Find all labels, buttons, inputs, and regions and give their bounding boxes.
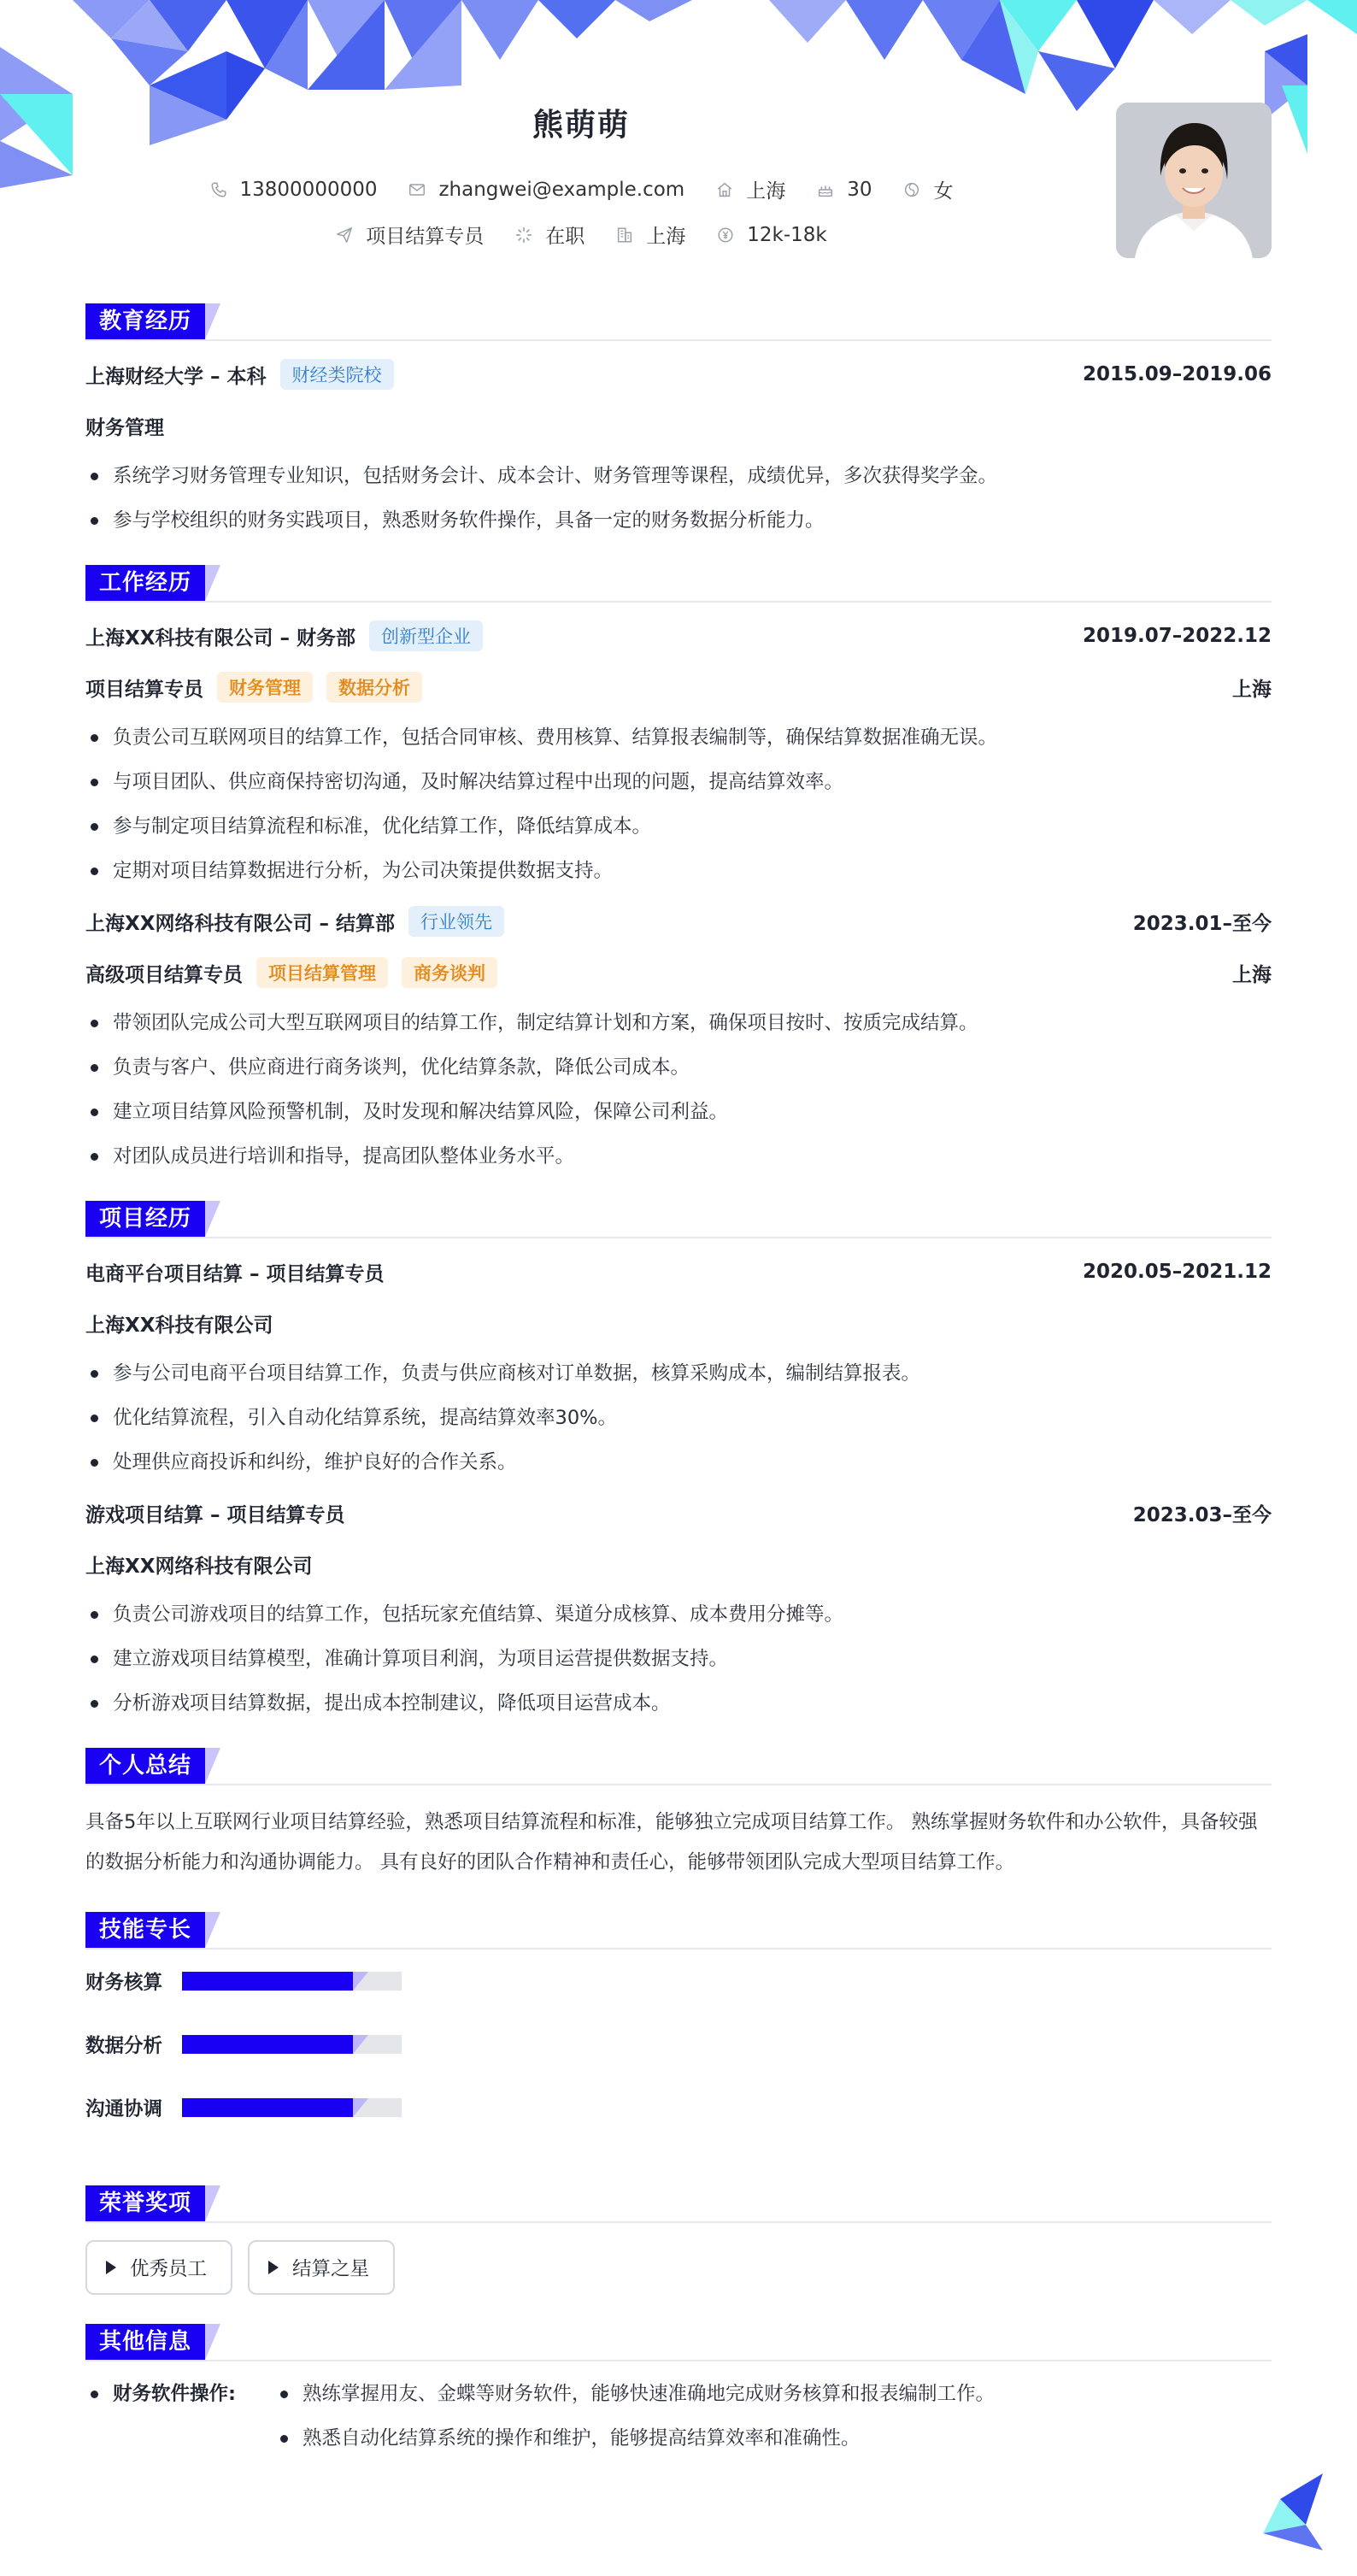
skill-name: 数据分析 — [85, 2035, 163, 2057]
company-tag: 创新型企业 — [369, 620, 483, 651]
list-item: 参与公司电商平台项目结算工作，负责与供应商核对订单数据，核算采购成本，编制结算报表。 — [113, 1358, 1272, 1389]
entry-subheading — [85, 409, 1272, 442]
gender-text: 女 — [933, 180, 954, 203]
email-item — [408, 179, 684, 201]
salary-item — [716, 224, 826, 246]
education-entry — [85, 358, 1272, 536]
education-date: 2015.09–2019.06 — [1082, 363, 1272, 385]
section-header — [85, 2185, 1272, 2223]
work-city-item — [615, 221, 685, 249]
avatar — [1116, 103, 1272, 258]
award-label: 结算之星 — [292, 2258, 370, 2280]
entry-subheading — [85, 671, 1272, 703]
section-title-skills: 技能专长 — [85, 1912, 205, 1948]
portrait-image — [1116, 103, 1272, 258]
project-title: 电商平台项目结算 – 项目结算专员 — [85, 1262, 385, 1285]
loading-icon — [514, 226, 533, 244]
other-section — [85, 2324, 1272, 2467]
awards-list — [85, 2240, 1272, 2295]
other-info-row — [85, 2379, 1272, 2467]
entry-subheading — [85, 956, 1272, 989]
send-icon — [335, 226, 354, 244]
work-city: 上海 — [1232, 678, 1272, 701]
location-item — [715, 175, 785, 203]
skill-bar — [182, 1972, 402, 1991]
section-title-awards: 荣誉奖项 — [85, 2185, 205, 2221]
email-text: zhangwei@example.com — [438, 178, 685, 201]
list-item: 对团队成员进行培训和指导，提高团队整体业务水平。 — [113, 1141, 1272, 1172]
project-bullets — [85, 1599, 1272, 1719]
list-item: 处理供应商投诉和纠纷，维护良好的合作关系。 — [113, 1447, 1272, 1478]
salary-text: 12k-18k — [747, 223, 827, 246]
list-item: 建立游戏项目结算模型，准确计算项目利润，为项目运营提供数据支持。 — [113, 1644, 1272, 1674]
work-bullets — [85, 722, 1272, 886]
yen-coin-icon — [716, 226, 735, 244]
school-name: 上海财经大学 – 本科 — [85, 365, 267, 388]
role-tag: 财务管理 — [217, 672, 313, 703]
list-item: 参与制定项目结算流程和标准，优化结算工作，降低结算成本。 — [113, 811, 1272, 842]
phone-icon — [209, 180, 228, 199]
work-entry — [85, 905, 1272, 1172]
position-text: 项目结算专员 — [366, 226, 485, 248]
corner-decoration — [1263, 2473, 1331, 2550]
skills-section — [85, 1912, 1272, 2156]
age-item — [816, 179, 872, 201]
phone-item — [209, 179, 378, 201]
list-item: 熟练掌握用友、金蝶等财务软件，能够快速准确地完成财务核算和报表编制工作。 — [303, 2379, 995, 2409]
role-tag: 商务谈判 — [402, 957, 497, 988]
skill-item — [85, 1967, 688, 1996]
list-item: 参与学校组织的财务实践项目，熟悉财务软件操作，具备一定的财务数据分析能力。 — [113, 505, 1272, 536]
gender-icon — [902, 180, 921, 199]
project-company: 上海XX科技有限公司 — [85, 1314, 273, 1337]
section-title-work: 工作经历 — [85, 565, 205, 601]
award-badge — [85, 2240, 232, 2295]
work-bullets — [85, 1008, 1272, 1172]
company-name: 上海XX科技有限公司 – 财务部 — [85, 626, 355, 650]
work-city-text: 上海 — [646, 226, 686, 248]
work-date: 2019.07–2022.12 — [1082, 625, 1272, 647]
work-date: 2023.01–至今 — [1132, 912, 1272, 935]
project-date: 2020.05–2021.12 — [1082, 1261, 1272, 1283]
skill-name: 沟通协调 — [85, 2098, 163, 2120]
entry-heading — [85, 358, 1272, 391]
work-city: 上海 — [1232, 963, 1272, 986]
entry-subheading — [85, 1307, 1272, 1339]
list-item: 定期对项目结算数据进行分析，为公司决策提供数据支持。 — [113, 856, 1272, 886]
section-title-education: 教育经历 — [85, 303, 205, 339]
list-item: 与项目团队、供应商保持密切沟通，及时解决结算过程中出现的问题，提高结算效率。 — [113, 767, 1272, 797]
role-tag: 项目结算管理 — [256, 957, 388, 988]
role-name: 高级项目结算专员 — [85, 963, 243, 986]
section-title-projects: 项目经历 — [85, 1201, 205, 1237]
education-bullets — [85, 461, 1272, 536]
phone-text: 13800000000 — [239, 178, 378, 201]
section-header — [85, 303, 1272, 341]
role-tag: 数据分析 — [326, 672, 422, 703]
list-item: 负责公司游戏项目的结算工作，包括玩家充值结算、渠道分成核算、成本费用分摊等。 — [113, 1599, 1272, 1630]
other-bullets — [275, 2379, 995, 2467]
section-header — [85, 565, 1272, 603]
education-section — [85, 303, 1272, 536]
project-title: 游戏项目结算 – 项目结算专员 — [85, 1503, 345, 1526]
role-name: 项目结算专员 — [85, 678, 203, 701]
skill-item — [85, 2093, 688, 2122]
skill-bar — [182, 2098, 402, 2117]
other-label: 财务软件操作: — [85, 2379, 275, 2409]
entry-heading — [85, 905, 1272, 938]
building-icon — [615, 226, 634, 244]
play-triangle-icon — [106, 2261, 116, 2274]
cake-icon — [816, 180, 835, 199]
list-item: 建立项目结算风险预警机制，及时发现和解决结算风险，保障公司利益。 — [113, 1097, 1272, 1127]
list-item: 负责公司互联网项目的结算工作，包括合同审核、费用核算、结算报表编制等，确保结算数据准确无误。 — [113, 722, 1272, 753]
section-header — [85, 1912, 1272, 1950]
skill-fill — [182, 1972, 353, 1991]
company-tag: 行业领先 — [408, 906, 504, 937]
entry-heading — [85, 1256, 1272, 1288]
project-bullets — [85, 1358, 1272, 1478]
location-text: 上海 — [746, 180, 786, 203]
work-section — [85, 565, 1272, 1172]
entry-subheading — [85, 1548, 1272, 1580]
list-item: 负责与客户、供应商进行商务谈判，优化结算条款，降低公司成本。 — [113, 1052, 1272, 1083]
position-item — [335, 221, 484, 249]
gender-item — [902, 175, 953, 203]
candidate-name: 熊萌萌 — [532, 108, 630, 143]
list-item: 带领团队完成公司大型互联网项目的结算工作，制定结算计划和方案，确保项目按时、按质完成结算。 — [113, 1008, 1272, 1038]
list-item: 优化结算流程，引入自动化结算系统，提高结算效率30%。 — [113, 1403, 1272, 1433]
play-triangle-icon — [268, 2261, 279, 2274]
section-title-summary: 个人总结 — [85, 1748, 205, 1784]
age-text: 30 — [847, 178, 872, 201]
award-badge — [248, 2240, 395, 2295]
summary-text: 具备5年以上互联网行业项目结算经验，熟悉项目结算流程和标准，能够独立完成项目结算工作。 熟练掌握财务软件和办公软件，具备较强的数据分析能力和沟通协调能力。 具有良好的团队合作精神和责任心，能够带领团队完成大型项目结算工作。 — [85, 1811, 1258, 1873]
list-item: 分析游戏项目结算数据，提出成本控制建议，降低项目运营成本。 — [113, 1688, 1272, 1719]
project-company: 上海XX网络科技有限公司 — [85, 1555, 313, 1578]
mail-icon — [408, 180, 426, 199]
section-header — [85, 2324, 1272, 2361]
projects-section — [85, 1201, 1272, 1719]
project-entry — [85, 1497, 1272, 1719]
award-label: 优秀员工 — [130, 2258, 208, 2280]
skill-name: 财务核算 — [85, 1972, 163, 1994]
skill-bar — [182, 2035, 402, 2054]
work-entry — [85, 620, 1272, 886]
entry-heading — [85, 620, 1272, 652]
company-name: 上海XX网络科技有限公司 – 结算部 — [85, 912, 395, 935]
contact-row — [0, 175, 1162, 203]
section-header — [85, 1748, 1272, 1785]
status-item — [514, 221, 585, 249]
skills-list — [85, 1967, 1272, 2156]
project-date: 2023.03–至今 — [1132, 1503, 1272, 1526]
skill-fill — [182, 2098, 353, 2117]
resume-header — [0, 0, 1357, 273]
section-title-other: 其他信息 — [85, 2324, 205, 2360]
list-item: 熟悉自动化结算系统的操作和维护，能够提高结算效率和准确性。 — [303, 2423, 995, 2454]
awards-section — [85, 2185, 1272, 2295]
project-entry — [85, 1256, 1272, 1478]
list-item: 系统学习财务管理专业知识，包括财务会计、成本会计、财务管理等课程，成绩优异，多次获得奖学金。 — [113, 461, 1272, 491]
skill-item — [85, 2030, 688, 2059]
home-icon — [715, 180, 734, 199]
skill-fill — [182, 2035, 353, 2054]
major-name: 财务管理 — [85, 416, 164, 439]
resume-body — [85, 303, 1272, 2497]
section-header — [85, 1201, 1272, 1238]
job-intent-row — [0, 221, 1162, 249]
status-text: 在职 — [545, 226, 585, 248]
school-tag: 财经类院校 — [280, 359, 394, 390]
entry-heading — [85, 1497, 1272, 1529]
summary-section — [85, 1748, 1272, 1883]
